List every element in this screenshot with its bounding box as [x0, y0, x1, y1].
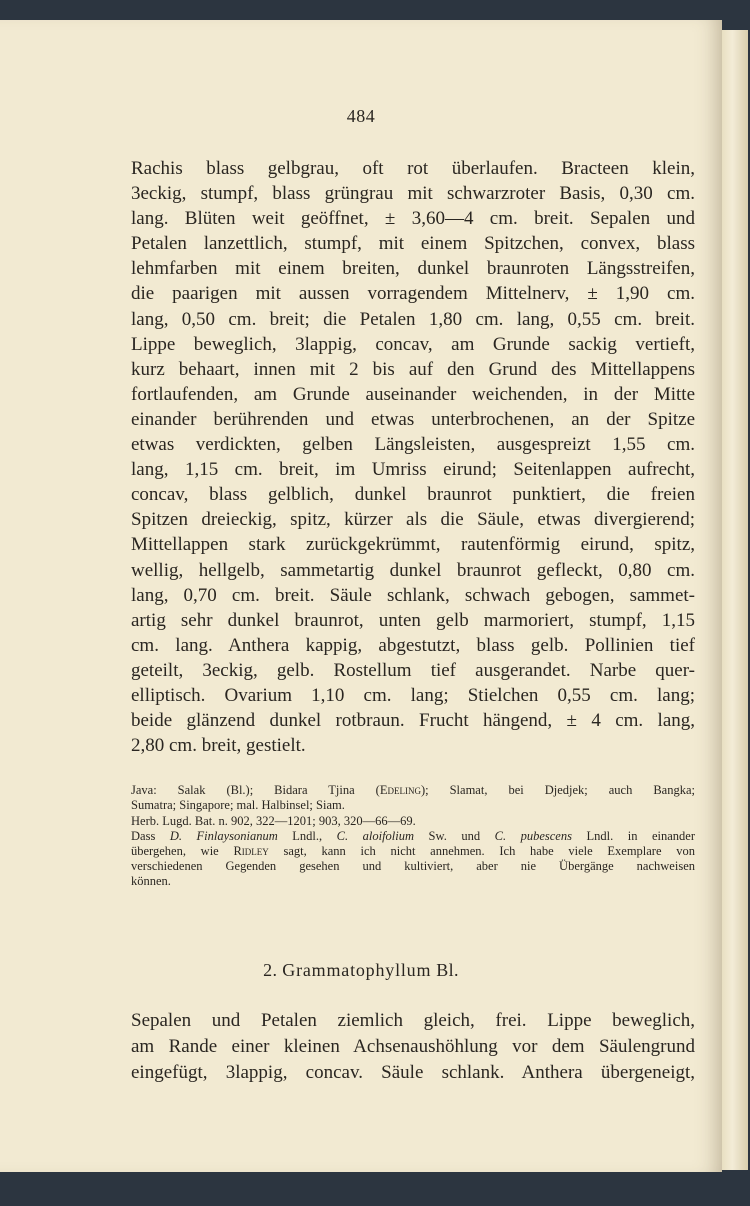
text-line: artig sehr dunkel braunrot, unten gelb marmoriert, stumpf, 1,15 — [131, 609, 695, 631]
note-line-discussion: übergehen, wie Ridley sagt, kann ich nicht annehmen. Ich habe viele Exemplare von — [131, 844, 695, 859]
page-number: 484 — [346, 106, 376, 126]
genus-description — [131, 1008, 695, 1086]
note-line-discussion: verschiedenen Gegenden gesehen und kultiviert, aber nie Übergänge nachweisen — [131, 858, 695, 873]
species-description — [131, 156, 695, 758]
text-line: cm. lang. Anthera kappig, abgestutzt, blass gelb. Pollinien tief — [131, 634, 695, 656]
note-line-java: Java: Salak (Bl.); Bidara Tjina (Edeling); Slamat, bei Djedjek; auch Bangka; — [131, 783, 695, 797]
text-line: Petalen lanzettlich, stumpf, mit einem Spitzchen, convex, blass — [131, 233, 695, 255]
text-line: einander berührenden und etwas unterbrochenen, an der Spitze — [131, 408, 695, 430]
text-line: Sepalen und Petalen ziemlich gleich, frei. Lippe beweglich, — [131, 1010, 695, 1031]
text-line: concav, blass gelblich, dunkel braunrot punktiert, die freien — [131, 484, 695, 506]
author-name: Edeling — [379, 783, 421, 797]
text-line: beide glänzend dunkel rotbraun. Frucht hängend, ± 4 cm. lang, — [131, 710, 695, 732]
text-line: lang, 0,70 cm. breit. Säule schlank, schwach gebogen, sammet- — [131, 584, 695, 606]
text-line: 2,80 cm. breit, gestielt. — [131, 735, 306, 757]
text-line: Lippe beweglich, 3lappig, concav, am Grunde sackig vertieft, — [131, 333, 695, 355]
note-line-java-cont: Sumatra; Singapore; mal. Halbinsel; Siam. — [131, 797, 345, 812]
genus-number: 2. — [263, 960, 278, 980]
taxon-name: C. pubescens — [494, 829, 572, 844]
distribution-notes — [131, 783, 695, 889]
text-line: elliptisch. Ovarium 1,10 cm. lang; Stielchen 0,55 cm. lang; — [131, 684, 695, 706]
text-line: Spitzen dreieckig, spitz, kürzer als die Säule, etwas divergierend; — [131, 509, 695, 531]
note-line-discussion: Dass D. Finlaysonianum Lndl., C. aloifolium Sw. und C. pubescens Lndl. in einander — [131, 829, 695, 844]
text-line: wellig, hellgelb, sammetartig dunkel braunrot gefleckt, 0,80 cm. — [131, 559, 695, 581]
text-line: lang, 1,15 cm. breit, im Umriss eirund; Seitenlappen aufrecht, — [131, 459, 695, 481]
text-line: fortlaufenden, am Grunde auseinander weichenden, in der Mitte — [131, 383, 695, 405]
author-name: Ridley — [233, 844, 269, 859]
book-page — [0, 20, 722, 1172]
text-line: 3eckig, stumpf, blass grüngrau mit schwarzroter Basis, 0,30 cm. — [131, 183, 695, 205]
text-line: die paarigen mit aussen vorragendem Mittelnerv, ± 1,90 cm. — [131, 283, 695, 305]
text-line: lehmfarben mit einem breiten, dunkel braunroten Längsstreifen, — [131, 258, 695, 280]
note-line-herbarium: Herb. Lugd. Bat. n. 902, 322—1201; 903, 320—66—69. — [131, 813, 416, 828]
text-line: eingefügt, 3lappig, concav. Säule schlank. Anthera übergeneigt, — [131, 1062, 695, 1083]
taxon-name: C. aloifolium — [336, 829, 415, 844]
text-line: lang. Blüten weit geöffnet, ± 3,60—4 cm. breit. Sepalen und — [131, 208, 695, 230]
genus-name: Grammatophyllum — [282, 960, 432, 980]
text-line: Mittellappen stark zurückgekrümmt, rautenförmig eirund, spitz, — [131, 534, 695, 556]
text-line: kurz behaart, innen mit 2 bis auf den Grund des Mittellappens — [131, 358, 695, 380]
page-edge — [722, 30, 748, 1170]
genus-heading — [0, 960, 722, 981]
text-line: etwas verdickten, gelben Längsleisten, ausgespreizt 1,55 cm. — [131, 434, 695, 456]
text-line: geteilt, 3eckig, gelb. Rostellum tief ausgerandet. Narbe quer- — [131, 659, 695, 681]
taxon-name: D. Finlaysonianum — [169, 829, 278, 844]
genus-author: Bl. — [436, 960, 459, 980]
note-line-discussion: können. — [131, 873, 171, 888]
text-line: lang, 0,50 cm. breit; die Petalen 1,80 cm. lang, 0,55 cm. breit. — [131, 308, 695, 330]
text-line: am Rande einer kleinen Achsenaushöhlung vor dem Säulengrund — [131, 1036, 695, 1057]
text-line: Rachis blass gelbgrau, oft rot überlaufen. Bracteen klein, — [131, 158, 695, 179]
